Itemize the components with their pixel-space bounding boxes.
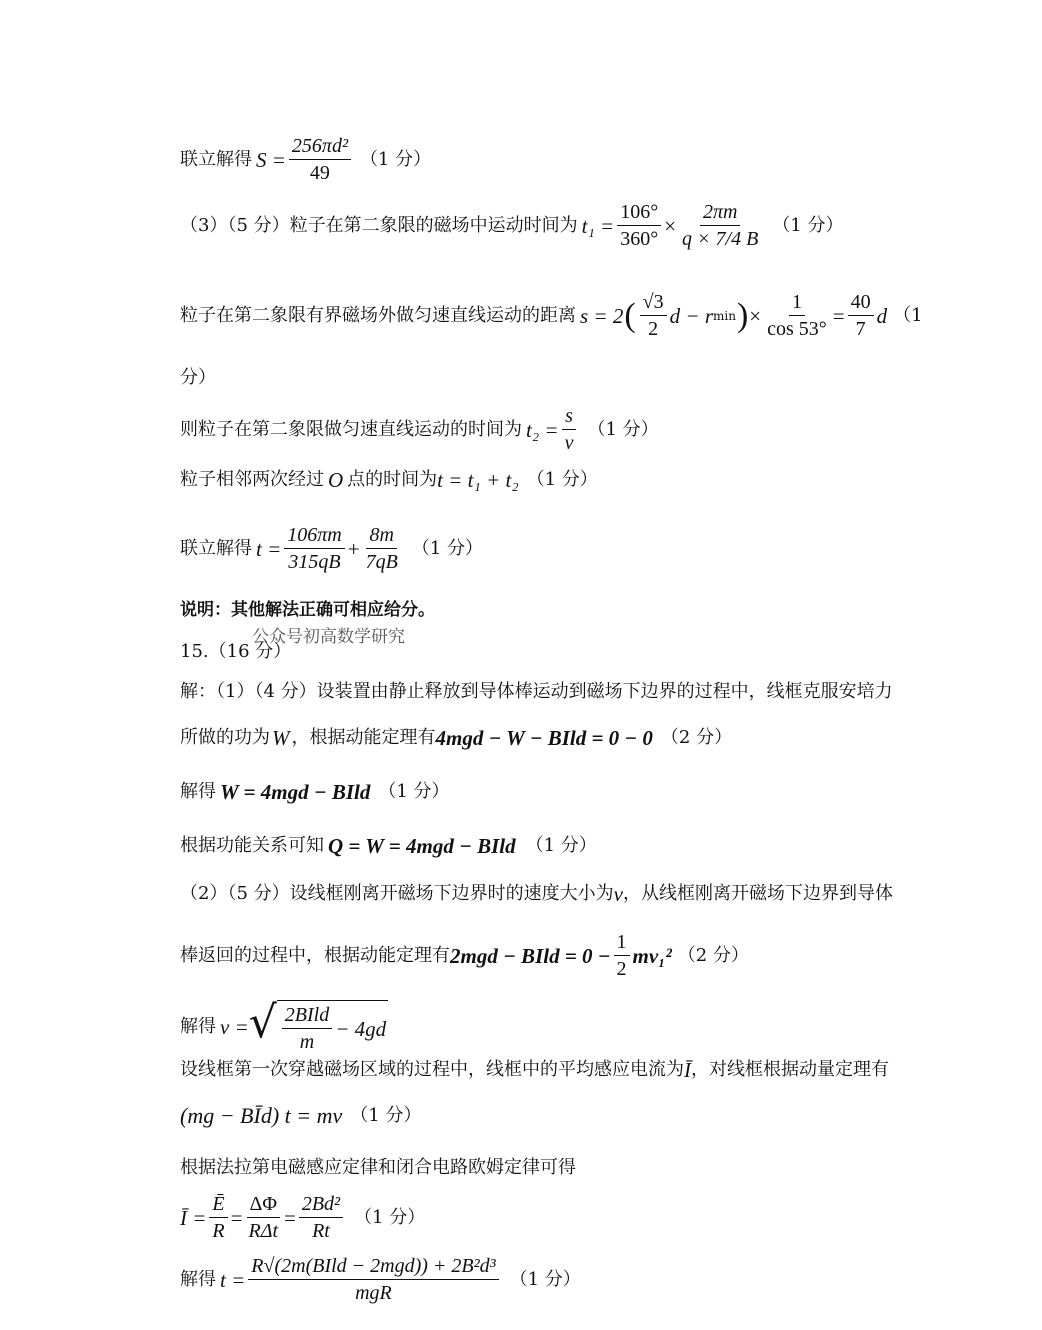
numerator: 106° xyxy=(617,200,661,226)
numerator: ΔΦ xyxy=(247,1192,280,1218)
denominator: Rt xyxy=(312,1220,330,1242)
square-root xyxy=(248,997,388,1054)
math: 2mgd − BIld = 0 − xyxy=(450,943,611,968)
line-solve-t xyxy=(180,523,483,574)
line-Q xyxy=(180,834,597,858)
math: t₁ = xyxy=(581,213,615,238)
text: 联立解得 xyxy=(180,537,252,559)
line-solve-S xyxy=(180,134,431,185)
score: 分） xyxy=(180,367,216,388)
denominator: mgR xyxy=(355,1282,392,1304)
line-momentum xyxy=(180,1104,421,1128)
math: O xyxy=(328,468,344,492)
math: t = t₁ + t₂ xyxy=(437,468,519,492)
score: （1 分） xyxy=(350,1105,422,1126)
math: − 4gd xyxy=(335,1016,387,1041)
math: t = xyxy=(220,1267,246,1292)
text: 解得 xyxy=(180,1268,216,1290)
fraction xyxy=(284,523,344,574)
fraction xyxy=(245,1192,281,1243)
radicand xyxy=(277,1000,388,1054)
fraction xyxy=(248,1254,498,1305)
denominator: cos 53° xyxy=(767,318,827,340)
numerator: 106πm xyxy=(284,523,344,549)
fraction xyxy=(363,523,401,574)
note-text: 说明：其他解法正确可相应给分。 xyxy=(180,600,435,620)
line-I-bar xyxy=(180,1192,425,1243)
math: 4mgd − W − BIld = 0 − 0 xyxy=(435,726,653,750)
line-t-sum xyxy=(180,468,598,492)
line-t2 xyxy=(180,404,659,455)
math: W xyxy=(272,726,290,750)
denominator: 2 xyxy=(648,318,659,340)
equals: = xyxy=(230,1205,243,1230)
numerator: 256πd² xyxy=(289,134,351,160)
line-note xyxy=(180,598,435,622)
line-solve-t-final xyxy=(180,1254,581,1305)
fraction xyxy=(679,200,761,251)
text: 粒子在第二象限有界磁场外做匀速直线运动的距离 xyxy=(180,304,576,326)
math: t = xyxy=(256,536,282,561)
line-score-wrap xyxy=(180,366,216,390)
text: 根据功能关系可知 xyxy=(180,835,324,856)
text: 粒子相邻两次经过 xyxy=(180,469,324,490)
text: 解得 xyxy=(180,1016,216,1037)
score: （1 分） xyxy=(354,1206,426,1228)
score: （1 分） xyxy=(509,1268,581,1290)
numerator: 2BIld xyxy=(282,1003,332,1029)
numerator: R√(2m(BIld − 2mgd)) + 2B²d³ xyxy=(248,1254,498,1280)
numerator: 1 xyxy=(614,930,630,956)
math: d − r xyxy=(669,303,713,328)
line-part1 xyxy=(180,680,893,704)
fraction xyxy=(640,290,667,341)
math: W = 4mgd − BIld xyxy=(220,780,371,804)
math: v xyxy=(613,882,623,906)
right-paren: ) xyxy=(736,296,749,334)
text: 所做的功为 xyxy=(180,727,270,748)
radical-sign: √ xyxy=(248,997,277,1048)
subscript: min xyxy=(713,308,736,323)
denominator: RΔt xyxy=(248,1220,278,1242)
equals: = xyxy=(832,303,845,328)
watermark: 公众号初高数学研究 xyxy=(252,627,405,647)
text: 根据法拉第电磁感应定律和闭合电路欧姆定律可得 xyxy=(180,1157,576,1178)
score: （1 分） xyxy=(378,781,450,802)
denominator: R xyxy=(212,1220,225,1242)
numerator: 1 xyxy=(789,290,805,316)
text: （3）（5 分）粒子在第二象限的磁场中运动时间为 xyxy=(180,214,578,236)
line-avg-current xyxy=(180,1058,889,1082)
denominator: 7qB xyxy=(365,551,398,573)
denominator: 2 xyxy=(616,958,627,980)
fraction xyxy=(282,1003,332,1054)
math: Ī = xyxy=(180,1205,207,1230)
line-distance-s xyxy=(180,290,923,341)
line-part2 xyxy=(180,882,893,906)
numerator: Ē xyxy=(209,1192,227,1218)
text: 棒返回的过程中，根据动能定理有 xyxy=(180,944,450,966)
text: 解得 xyxy=(180,781,216,802)
denominator: v xyxy=(564,432,574,454)
text: ，对线框根据动量定理有 xyxy=(691,1059,889,1080)
times: × xyxy=(664,213,677,238)
math: v = xyxy=(220,1015,249,1039)
denominator: 315qB xyxy=(288,551,341,573)
math: (mg − BĪd) t = mv xyxy=(180,1103,343,1128)
line-q15 xyxy=(180,640,291,664)
times: × xyxy=(749,303,762,328)
math: Ī xyxy=(684,1058,691,1082)
line-faraday xyxy=(180,1156,576,1180)
fraction xyxy=(764,290,830,341)
text: 解：（1）（4 分）设装置由静止释放到导体棒运动到磁场下边界的过程中，线框克服安培力 xyxy=(180,681,893,702)
numerator: 2πm xyxy=(700,200,740,226)
text: 则粒子在第二象限做匀速直线运动的时间为 xyxy=(180,418,522,440)
text: （2）（5 分）设线框刚离开磁场下边界时的速度大小为 xyxy=(180,883,614,904)
score: （1 分） xyxy=(525,835,597,856)
denominator: 360° xyxy=(620,228,659,250)
fraction xyxy=(848,290,874,341)
denominator: 7 xyxy=(855,318,866,340)
math: d xyxy=(876,303,888,328)
numerator: s xyxy=(562,404,576,430)
math: Q = W = 4mgd − BIld xyxy=(328,834,516,858)
numerator: 40 xyxy=(848,290,874,316)
math: mv₁² xyxy=(632,943,672,968)
denominator: 49 xyxy=(309,162,330,184)
line-part3-t1 xyxy=(180,200,844,251)
score: （1 分） xyxy=(411,537,483,559)
text: 设线框第一次穿越磁场区域的过程中，线框中的平均感应电流为 xyxy=(180,1059,684,1080)
plus: + xyxy=(347,536,360,561)
left-paren: ( xyxy=(624,296,636,334)
score: （1 分） xyxy=(772,214,844,236)
text: 点的时间为 xyxy=(347,469,438,490)
numerator: 2Bd² xyxy=(299,1192,343,1218)
numerator: √3 xyxy=(640,290,667,316)
line-solve-W xyxy=(180,780,450,804)
fraction xyxy=(614,930,630,981)
fraction xyxy=(289,134,351,185)
denominator: m xyxy=(299,1031,315,1053)
equals: = xyxy=(284,1205,296,1230)
score: （1 分） xyxy=(526,469,598,490)
math: t₂ = xyxy=(526,417,559,442)
denominator: q × 7/4 B xyxy=(682,228,759,250)
fraction xyxy=(562,404,577,455)
fraction xyxy=(617,200,661,251)
numerator: 8m xyxy=(366,523,396,549)
text: 联立解得 xyxy=(180,148,252,170)
math: S = xyxy=(256,147,286,172)
question-number: 15.（16 分） xyxy=(180,641,292,662)
text: ，根据动能定理有 xyxy=(291,727,436,748)
score: （2 分） xyxy=(677,944,749,966)
score: （1 分） xyxy=(359,148,432,170)
score: （1 xyxy=(893,304,923,326)
text: ，从线框刚离开磁场下边界到导体 xyxy=(622,883,893,904)
math: s = 2 xyxy=(580,303,624,328)
line-return xyxy=(180,930,749,981)
fraction xyxy=(209,1192,227,1243)
score: （2 分） xyxy=(660,727,733,748)
score: （1 分） xyxy=(587,418,659,440)
line-solve-v xyxy=(180,997,388,1054)
line-energy-theorem xyxy=(180,726,732,750)
fraction xyxy=(299,1192,343,1243)
